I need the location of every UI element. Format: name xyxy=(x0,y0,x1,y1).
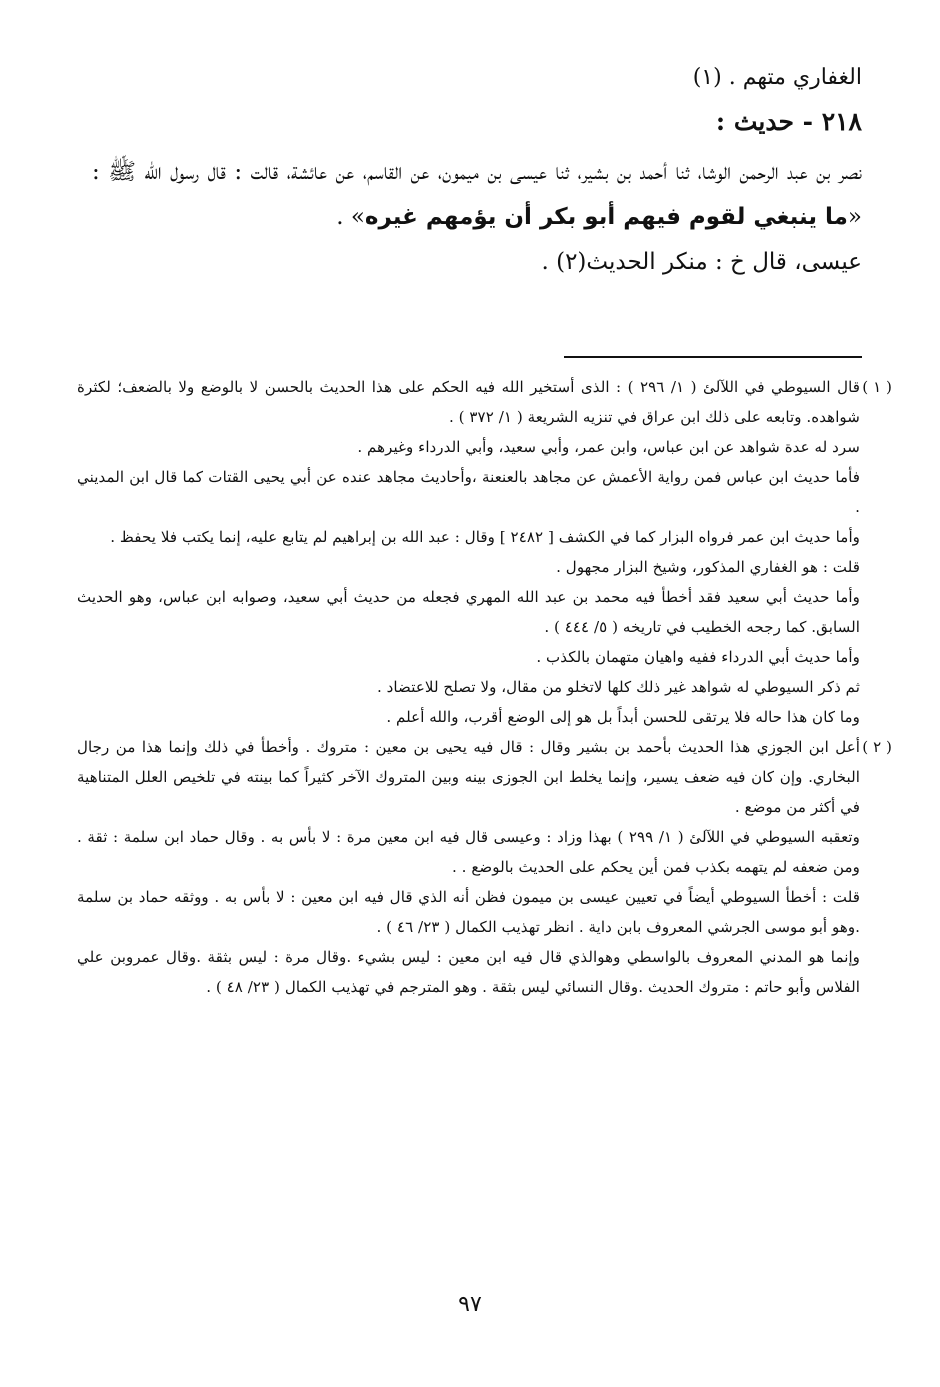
footnote-1-paragraph: سرد له عدة شواهد عن ابن عباس، وابن عمر، وأبي سعيد، وأبي الدرداء وغيرهم . xyxy=(357,438,860,456)
footnote-1-paragraph: وأما حديث أبي سعيد فقد أخطأ فيه محمد بن عبد الله المهري فجعله من حديث أبي سعيد، وصوابه ابن عباس، وهو الحديث السابق. كما رجحه الخطيب في تاريخه ( ٥/ ٤٤٤ ) . xyxy=(77,588,860,636)
main-text xyxy=(92,60,862,284)
footnote-divider xyxy=(564,356,862,358)
hadith-verdict: عيسى، قال خ : منكر الحديث(٢) . xyxy=(541,249,862,275)
footnote-2 xyxy=(77,732,892,822)
footnote-1-text: قال السيوطي في اللآلئ ( ١/ ٢٩٦ ) : الذى أستخير الله فيه الحكم على هذا الحديث بالحسن لا بالوضع ولا بالضعف؛ لكثرة شواهده. وتابعه على ذلك ابن عراق في تنزيه الشريعة ( ١/ ٣٧٢ ) . xyxy=(77,378,860,426)
footnote-1-paragraph: قلت : هو الغفاري المذكور، وشيخ البزار مجهول . xyxy=(556,558,860,576)
footnote-2-paragraph: وإنما هو المدني المعروف بالواسطي وهوالذي قال فيه ابن معين : ليس بشيء .وقال مرة : ليس بثقة .وقال عمروبن علي الفلاس وأبو حاتم : متروك الحديث .وقال النسائي ليس بثقة . وهو المترجم في تهذيب الكمال ( ٢٣/ ٤٨ ) . xyxy=(77,948,860,996)
isnad-text: نصر بن عبد الرحمن الوشا، ثنا أحمد بن بشير، ثنا عيسى بن ميمون، عن القاسم، عن عائشة، قالت : قال رسول الله ﷺ : « xyxy=(92,159,862,230)
isnad-end: » . xyxy=(336,204,365,230)
footnote-1-paragraph: فأما حديث ابن عباس فمن رواية الأعمش عن مجاهد بالعنعنة ،وأحاديث مجاهد عنده عن أبي يحيى القتات كما قال ابن المديني . xyxy=(77,468,860,516)
footnote-2-number: ( ٢ ) xyxy=(862,738,892,756)
footnote-1-paragraph: وأما حديث أبي الدرداء ففيه واهيان متهمان بالكذب . xyxy=(536,648,860,666)
footnote-2-text: أعل ابن الجوزي هذا الحديث بأحمد بن بشير وقال : قال فيه يحيى بن معين : متروك . وأخطأ في ذلك وإنما هذا من رجال البخاري. وإن كان فيه ضعف يسير، وإنما يخلط ابن الجوزى بينه وبين المتروك الآخر كثيراً كما بينته في تلخيص العلل المتناهية في أكثر من موضع . xyxy=(77,738,860,816)
footnote-1-paragraph: وأما حديث ابن عمر فرواه البزار كما في الكشف [ ٢٤٨٢ ] وقال : عبد الله بن إبراهيم لم يتابع عليه، إنما يكتب فلا يحفظ . xyxy=(110,528,860,546)
previous-line: الغفاري متهم . (١) xyxy=(692,65,862,90)
footnote-1-number: ( ١ ) xyxy=(862,378,892,396)
footnote-2-paragraph: قلت : أخطأ السيوطي أيضاً في تعيين عيسى بن ميمون فظن أنه الذي قال فيه ابن معين : لا بأس به . ووثقه حماد بن سلمة .وهو أبو موسى الجرشي المعروف بابن داية . انظر تهذيب الكمال ( ٢٣/ ٤٦ ) . xyxy=(77,888,860,936)
footnote-1-paragraph: وما كان هذا حاله فلا يرتقى للحسن أبداً بل هو إلى الوضع أقرب، والله أعلم . xyxy=(386,708,860,726)
footnote-1 xyxy=(77,372,892,432)
hadith-isnad xyxy=(92,150,862,240)
footnote-2-paragraph: وتعقبه السيوطي في اللآلئ ( ١/ ٢٩٩ ) بهذا وزاد : وعيسى قال فيه ابن معين مرة : لا بأس به . وقال حماد ابن سلمة : ثقة . ومن ضعفه لم يتهمه بكذب فمن أين يحكم على الحديث بالوضع . . xyxy=(77,828,860,876)
footnotes xyxy=(77,372,892,1002)
footnote-1-paragraph: ثم ذكر السيوطي له شواهد غير ذلك كلها لاتخلو من مقال، ولا تصلح للاعتضاد . xyxy=(377,678,860,696)
hadith-heading: ٢١٨ - حديث : xyxy=(715,107,862,136)
hadith-matn: ما ينبغي لقوم فيهم أبو بكر أن يؤمهم غيره xyxy=(364,204,848,230)
page-number: ٩٧ xyxy=(458,1292,482,1317)
